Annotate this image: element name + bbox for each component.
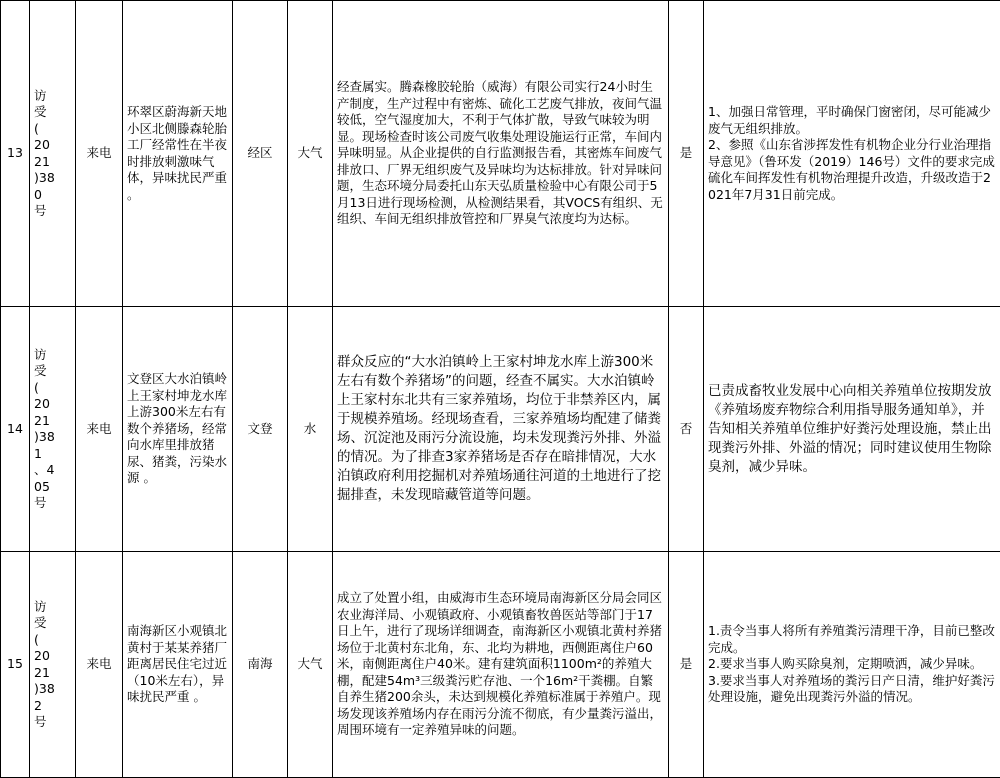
row-number: 13 [1,1,30,307]
handling-actions: 已责成畜牧业发展中心向相关养殖单位按期发放《养殖场废弃物综合利用指导服务通知单》，并告知相关养殖单位维护好粪污处理设施，禁止出现粪污外排、外溢的情况；同时建议使用生物除臭剂，减少异味。 [704,307,1000,552]
complaint-description: 南海新区小观镇北黄村于某某养猪厂距离居民住宅过近（10米左右），异味扰民严重 。 [123,552,233,778]
source-number: 访受 ( 2021 )381 、405 号 [30,307,76,552]
handling-actions: 1.责令当事人将所有养殖粪污清理干净，目前已整改完成。 2.要求当事人购买除臭剂，定期喷洒，减少异味。 3.要求当事人对养殖场的粪污日产日清，维护好粪污处理设施，避免出现粪污外溢的情况。 [704,552,1000,778]
table-row [1,1,1000,307]
complaint-description: 环翠区蔚海新天地小区北侧滕森轮胎工厂经常性在半夜时排放刺激味气体，异味扰民严重 。 [123,1,233,307]
row-number: 14 [1,307,30,552]
pollution-category: 大气 [288,1,333,307]
row-number: 15 [1,552,30,778]
district: 经区 [233,1,288,307]
investigation-findings: 成立了处置小组，由威海市生态环境局南海新区分局会同区农业海洋局、小观镇政府、小观镇畜牧兽医站等部门于17日上午，进行了现场详细调查，南海新区小观镇北黄村养猪场位于北黄村东北角，东、北均为耕地，西侧距离住户60米，南侧距离住户40米。建有建筑面积1100m²的养殖大棚，配建54m³三级粪污贮存池、一个16m²干粪棚。自繁自养生猪200余头，未达到规模化养殖标准属于养殖户。现场发现该养殖场内存在雨污分流不彻底，有少量粪污溢出，周围环境有一定养殖异味的问题。 [333,552,669,778]
complaint-type: 来电 [76,552,123,778]
verified-flag: 是 [669,1,704,307]
pollution-category: 水 [288,307,333,552]
handling-actions: 1、加强日常管理，平时确保门窗密闭，尽可能减少废气无组织排放。 2、参照《山东省涉挥发性有机物企业分行业治理指导意见》（鲁环发（2019）146号）文件的要求完成硫化车间挥发性有机物治理提升改造，升级改造于2021年7月31日前完成。 [704,1,1000,307]
table-row [1,552,1000,778]
verified-flag: 是 [669,552,704,778]
district: 文登 [233,307,288,552]
source-number: 访受 ( 2021 )380 号 [30,1,76,307]
pollution-category: 大气 [288,552,333,778]
investigation-findings: 经查属实。腾森橡胶轮胎（威海）有限公司实行24小时生产制度，生产过程中有密炼、硫化工艺废气排放，夜间气温较低，空气湿度加大，不利于气体扩散，导致气味较为明显。现场检查时该公司废气收集处理设施运行正常，车间内异味明显。从企业提供的自行监测报告看，其密炼车间废气排放口、厂界无组织废气及异味均为达标排放。针对异味问题，生态环境分局委托山东天弘质量检验中心有限公司于5月13日进行现场检测，从检测结果看，其VOCS有组织、无组织、车间无组织排放管控和厂界臭气浓度均为达标。 [333,1,669,307]
investigation-findings: 群众反应的“大水泊镇岭上王家村坤龙水库上游300米左右有数个养猪场”的问题，经查不属实。大水泊镇岭上王家村东北共有三家养殖场，均位于非禁养区内，属于规模养殖场。经现场查看，三家养殖场均配建了储粪场、沉淀池及雨污分流设施，均未发现粪污外排、外溢的情况。为了排查3家养猪场是否存在暗排情况，大水泊镇政府利用挖掘机对养殖场通往河道的土地进行了挖掘排查，未发现暗藏管道等问题。 [333,307,669,552]
complaint-type: 来电 [76,1,123,307]
table-row [1,307,1000,552]
source-number: 访受 ( 2021 )382 号 [30,552,76,778]
complaint-description: 文登区大水泊镇岭上王家村坤龙水库上游300米左右有数个养猪场，经常向水库里排放猪尿、猪粪，污染水源 。 [123,307,233,552]
verified-flag: 否 [669,307,704,552]
district: 南海 [233,552,288,778]
complaint-type: 来电 [76,307,123,552]
